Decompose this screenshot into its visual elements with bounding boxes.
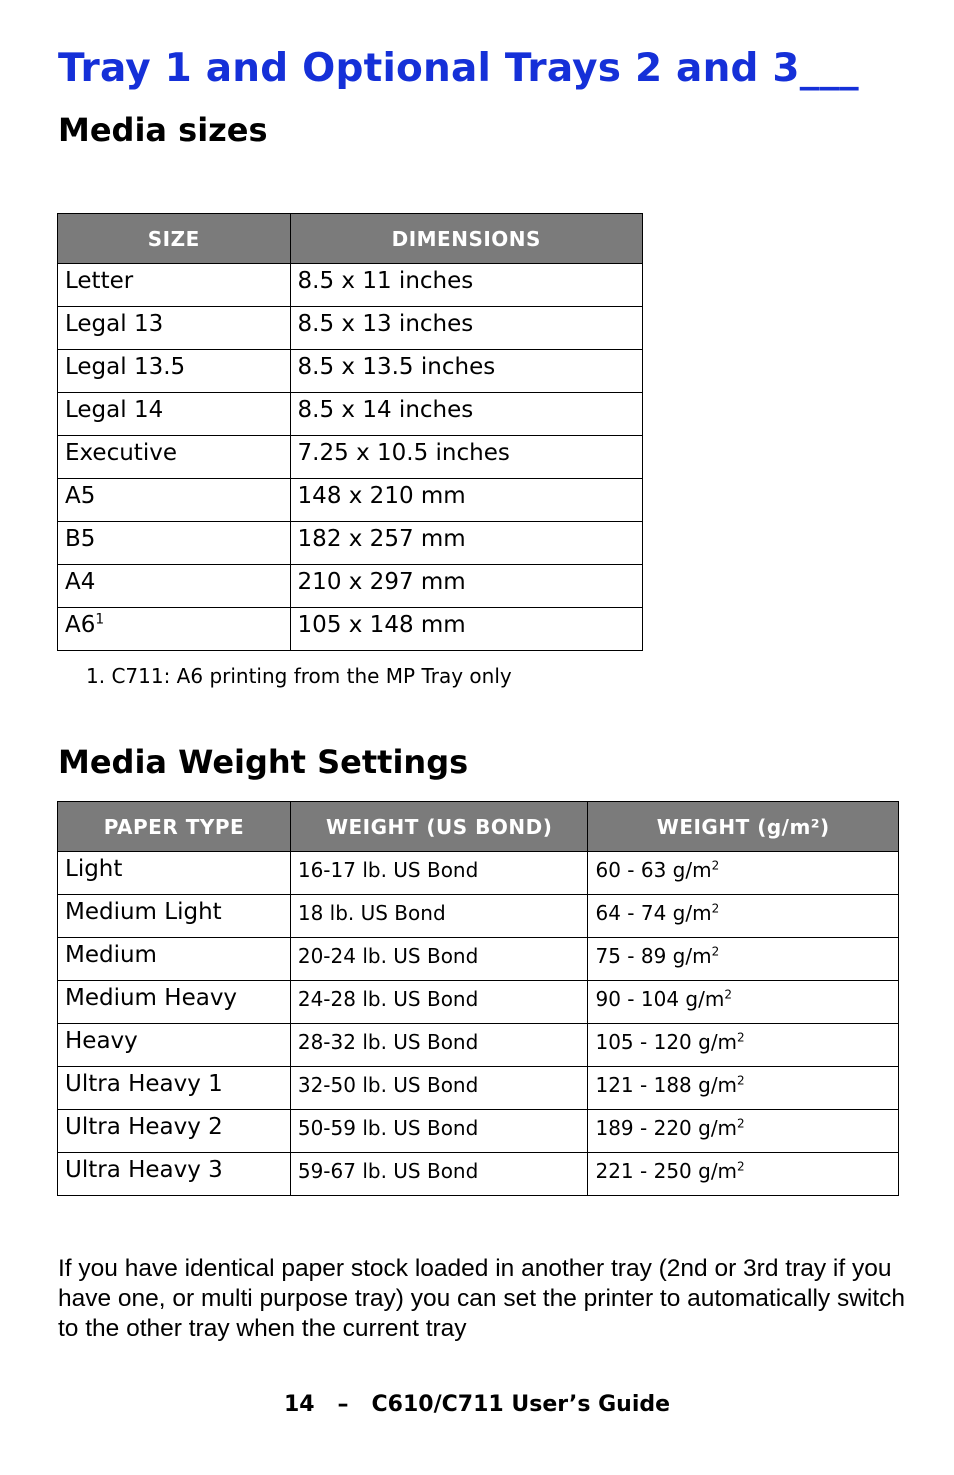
column-header-weight-gsm: WEIGHT (g/m²) <box>588 802 899 852</box>
size-cell: A5 <box>58 479 291 522</box>
gsm-value: 221 - 250 g/m <box>595 1159 738 1183</box>
unit-superscript: 2 <box>711 858 720 873</box>
table-header-row <box>58 214 643 264</box>
table-row <box>58 938 899 981</box>
table-row <box>58 895 899 938</box>
unit-superscript: 2 <box>737 1159 745 1174</box>
table-row <box>58 264 643 307</box>
column-header-dimensions: DIMENSIONS <box>290 214 642 264</box>
gsm-cell <box>588 1024 899 1067</box>
gsm-cell <box>588 1153 899 1196</box>
body-paragraph: If you have identical paper stock loaded in another tray (2nd or 3rd tray if you have one, or multi purpose tray) you can set the printer to automatically switch to the other tray when the current tray <box>58 1255 906 1342</box>
footer-separator: – <box>337 1392 349 1417</box>
gsm-cell <box>588 895 899 938</box>
section-heading-media-weight: Media Weight Settings <box>58 743 469 781</box>
gsm-value: 60 - 63 g/m <box>595 858 712 882</box>
table-row <box>58 436 643 479</box>
gsm-value: 105 - 120 g/m <box>595 1030 738 1054</box>
gsm-value: 75 - 89 g/m <box>595 944 712 968</box>
unit-superscript: 2 <box>711 944 720 959</box>
size-cell <box>58 608 291 651</box>
paper-type-cell: Heavy <box>58 1024 291 1067</box>
table-row <box>58 981 899 1024</box>
page-number: 14 <box>283 1392 315 1417</box>
paper-type-cell: Ultra Heavy 1 <box>58 1067 291 1110</box>
unit-superscript: 2 <box>737 1073 745 1088</box>
dimensions-cell: 182 x 257 mm <box>290 522 642 565</box>
column-header-weight-us-bond: WEIGHT (US BOND) <box>290 802 588 852</box>
gsm-value: 189 - 220 g/m <box>595 1116 738 1140</box>
unit-superscript: 2 <box>711 901 720 916</box>
table-row <box>58 393 643 436</box>
table-row <box>58 350 643 393</box>
paper-type-cell: Medium Heavy <box>58 981 291 1024</box>
us-bond-cell: 16-17 lb. US Bond <box>290 852 588 895</box>
gsm-value: 64 - 74 g/m <box>595 901 712 925</box>
dimensions-cell: 7.25 x 10.5 inches <box>290 436 642 479</box>
page-title: Tray 1 and Optional Trays 2 and 3___ <box>58 46 859 91</box>
us-bond-cell: 50-59 lb. US Bond <box>290 1110 588 1153</box>
paper-type-cell: Light <box>58 852 291 895</box>
size-cell: B5 <box>58 522 291 565</box>
table-row <box>58 1024 899 1067</box>
us-bond-cell: 24-28 lb. US Bond <box>290 981 588 1024</box>
paper-type-cell: Ultra Heavy 3 <box>58 1153 291 1196</box>
size-cell: Legal 13.5 <box>58 350 291 393</box>
size-cell: A4 <box>58 565 291 608</box>
media-sizes-table <box>57 213 643 651</box>
table-row <box>58 852 899 895</box>
column-header-paper-type: PAPER TYPE <box>58 802 291 852</box>
dimensions-cell: 148 x 210 mm <box>290 479 642 522</box>
dimensions-cell: 8.5 x 13.5 inches <box>290 350 642 393</box>
paper-type-cell: Medium <box>58 938 291 981</box>
size-cell: Legal 14 <box>58 393 291 436</box>
gsm-cell <box>588 852 899 895</box>
footnote-marker: 1 <box>95 611 105 628</box>
size-cell: Executive <box>58 436 291 479</box>
table-row <box>58 522 643 565</box>
gsm-cell <box>588 1067 899 1110</box>
paper-type-cell: Ultra Heavy 2 <box>58 1110 291 1153</box>
us-bond-cell: 59-67 lb. US Bond <box>290 1153 588 1196</box>
table-row <box>58 479 643 522</box>
dimensions-cell: 210 x 297 mm <box>290 565 642 608</box>
page-footer <box>0 1392 954 1417</box>
table-header-row <box>58 802 899 852</box>
dimensions-cell: 8.5 x 11 inches <box>290 264 642 307</box>
gsm-cell <box>588 981 899 1024</box>
table-row <box>58 565 643 608</box>
gsm-value: 90 - 104 g/m <box>595 987 725 1011</box>
us-bond-cell: 20-24 lb. US Bond <box>290 938 588 981</box>
table-row <box>58 1153 899 1196</box>
media-weight-table <box>57 801 899 1196</box>
gsm-value: 121 - 188 g/m <box>595 1073 738 1097</box>
dimensions-cell: 8.5 x 14 inches <box>290 393 642 436</box>
unit-superscript: 2 <box>737 1030 745 1045</box>
size-label: A6 <box>65 612 96 638</box>
column-header-size: SIZE <box>58 214 291 264</box>
unit-superscript: 2 <box>737 1116 745 1131</box>
us-bond-cell: 18 lb. US Bond <box>290 895 588 938</box>
dimensions-cell: 105 x 148 mm <box>290 608 642 651</box>
paper-type-cell: Medium Light <box>58 895 291 938</box>
table-row <box>58 608 643 651</box>
table-footnote: 1. C711: A6 printing from the MP Tray only <box>86 664 512 688</box>
us-bond-cell: 32-50 lb. US Bond <box>290 1067 588 1110</box>
unit-superscript: 2 <box>724 987 732 1002</box>
section-heading-media-sizes: Media sizes <box>58 111 268 149</box>
gsm-cell <box>588 938 899 981</box>
table-row <box>58 1067 899 1110</box>
dimensions-cell: 8.5 x 13 inches <box>290 307 642 350</box>
us-bond-cell: 28-32 lb. US Bond <box>290 1024 588 1067</box>
table-row <box>58 1110 899 1153</box>
gsm-cell <box>588 1110 899 1153</box>
size-cell: Letter <box>58 264 291 307</box>
size-cell: Legal 13 <box>58 307 291 350</box>
table-row <box>58 307 643 350</box>
guide-title: C610/C711 User’s Guide <box>371 1392 671 1417</box>
